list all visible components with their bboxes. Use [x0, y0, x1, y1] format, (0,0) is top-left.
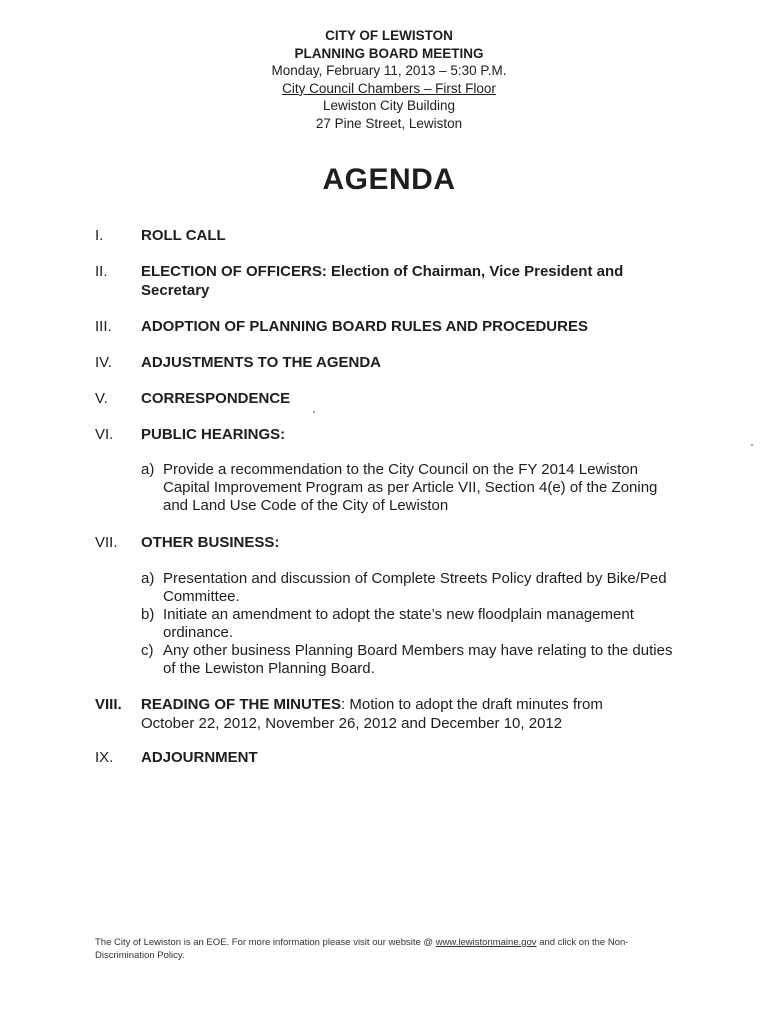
item-text: PUBLIC HEARINGS: [141, 426, 286, 443]
sub-item-text: Presentation and discussion of Complete Streets Policy drafted by Bike/Ped Committee. [163, 570, 667, 606]
sub-item-text: Initiate an amendment to adopt the state’s new floodplain management ordinance. [163, 606, 634, 642]
item-text: ADJUSTMENTS TO THE AGENDA [141, 354, 382, 371]
item-text: ELECTION OF OFFICERS: Election of Chairman, Vice President and Secretary [141, 263, 624, 299]
sub-item-letter: a) [141, 570, 155, 587]
item-number: II. [95, 263, 108, 280]
item-text: READING OF THE MINUTES: Motion to adopt the draft minutes from October 22, 2012, November 26, 2012 and December 10, 2012 [141, 696, 603, 732]
footer-notice: The City of Lewiston is an EOE. For more information please visit our website @ www.lewistonmaine.gov and click on the Non- Discrimination Policy. [95, 937, 629, 961]
item-number: VI. [95, 426, 114, 443]
item-number: IX. [95, 749, 114, 766]
item-number: VIII. [95, 696, 122, 713]
item-number: IV. [95, 354, 112, 371]
scan-speck [313, 411, 315, 413]
meeting-address: 27 Pine Street, Lewiston [315, 115, 463, 131]
sub-item-letter: a) [141, 461, 155, 478]
item-text: ADJOURNMENT [141, 749, 258, 766]
item-number: III. [95, 318, 112, 335]
item-number: VII. [95, 534, 118, 551]
city-name: CITY OF LEWISTON [325, 28, 453, 43]
item-text: CORRESPONDENCE [141, 390, 291, 407]
sub-item-text: Any other business Planning Board Members may have relating to the duties of the Lewiston Planning Board. [163, 642, 673, 678]
item-text: ROLL CALL [141, 227, 226, 244]
website-link[interactable]: www.lewistonmaine.gov [435, 937, 537, 948]
sub-item-letter: c) [141, 642, 154, 659]
sub-item-letter: b) [141, 606, 155, 623]
sub-item-text: Provide a recommendation to the City Council on the FY 2014 Lewiston Capital Improvement Program as per Article VII, Section 4(e) of the Zoning and Land Use Code of the City of Lewiston [163, 461, 658, 515]
item-number: V. [95, 390, 108, 407]
meeting-room: City Council Chambers – First Floor [282, 80, 496, 96]
meeting-name: PLANNING BOARD MEETING [294, 45, 484, 61]
meeting-header [0, 27, 770, 133]
meeting-building: Lewiston City Building [322, 98, 456, 114]
item-text: ADOPTION OF PLANNING BOARD RULES AND PROCEDURES [141, 318, 588, 335]
item-number: I. [95, 227, 104, 244]
item-text: OTHER BUSINESS: [141, 534, 280, 551]
scan-speck [751, 444, 753, 446]
meeting-date: Monday, February 11, 2013 – 5:30 P.M. [271, 63, 507, 79]
page-title: AGENDA [322, 163, 456, 196]
